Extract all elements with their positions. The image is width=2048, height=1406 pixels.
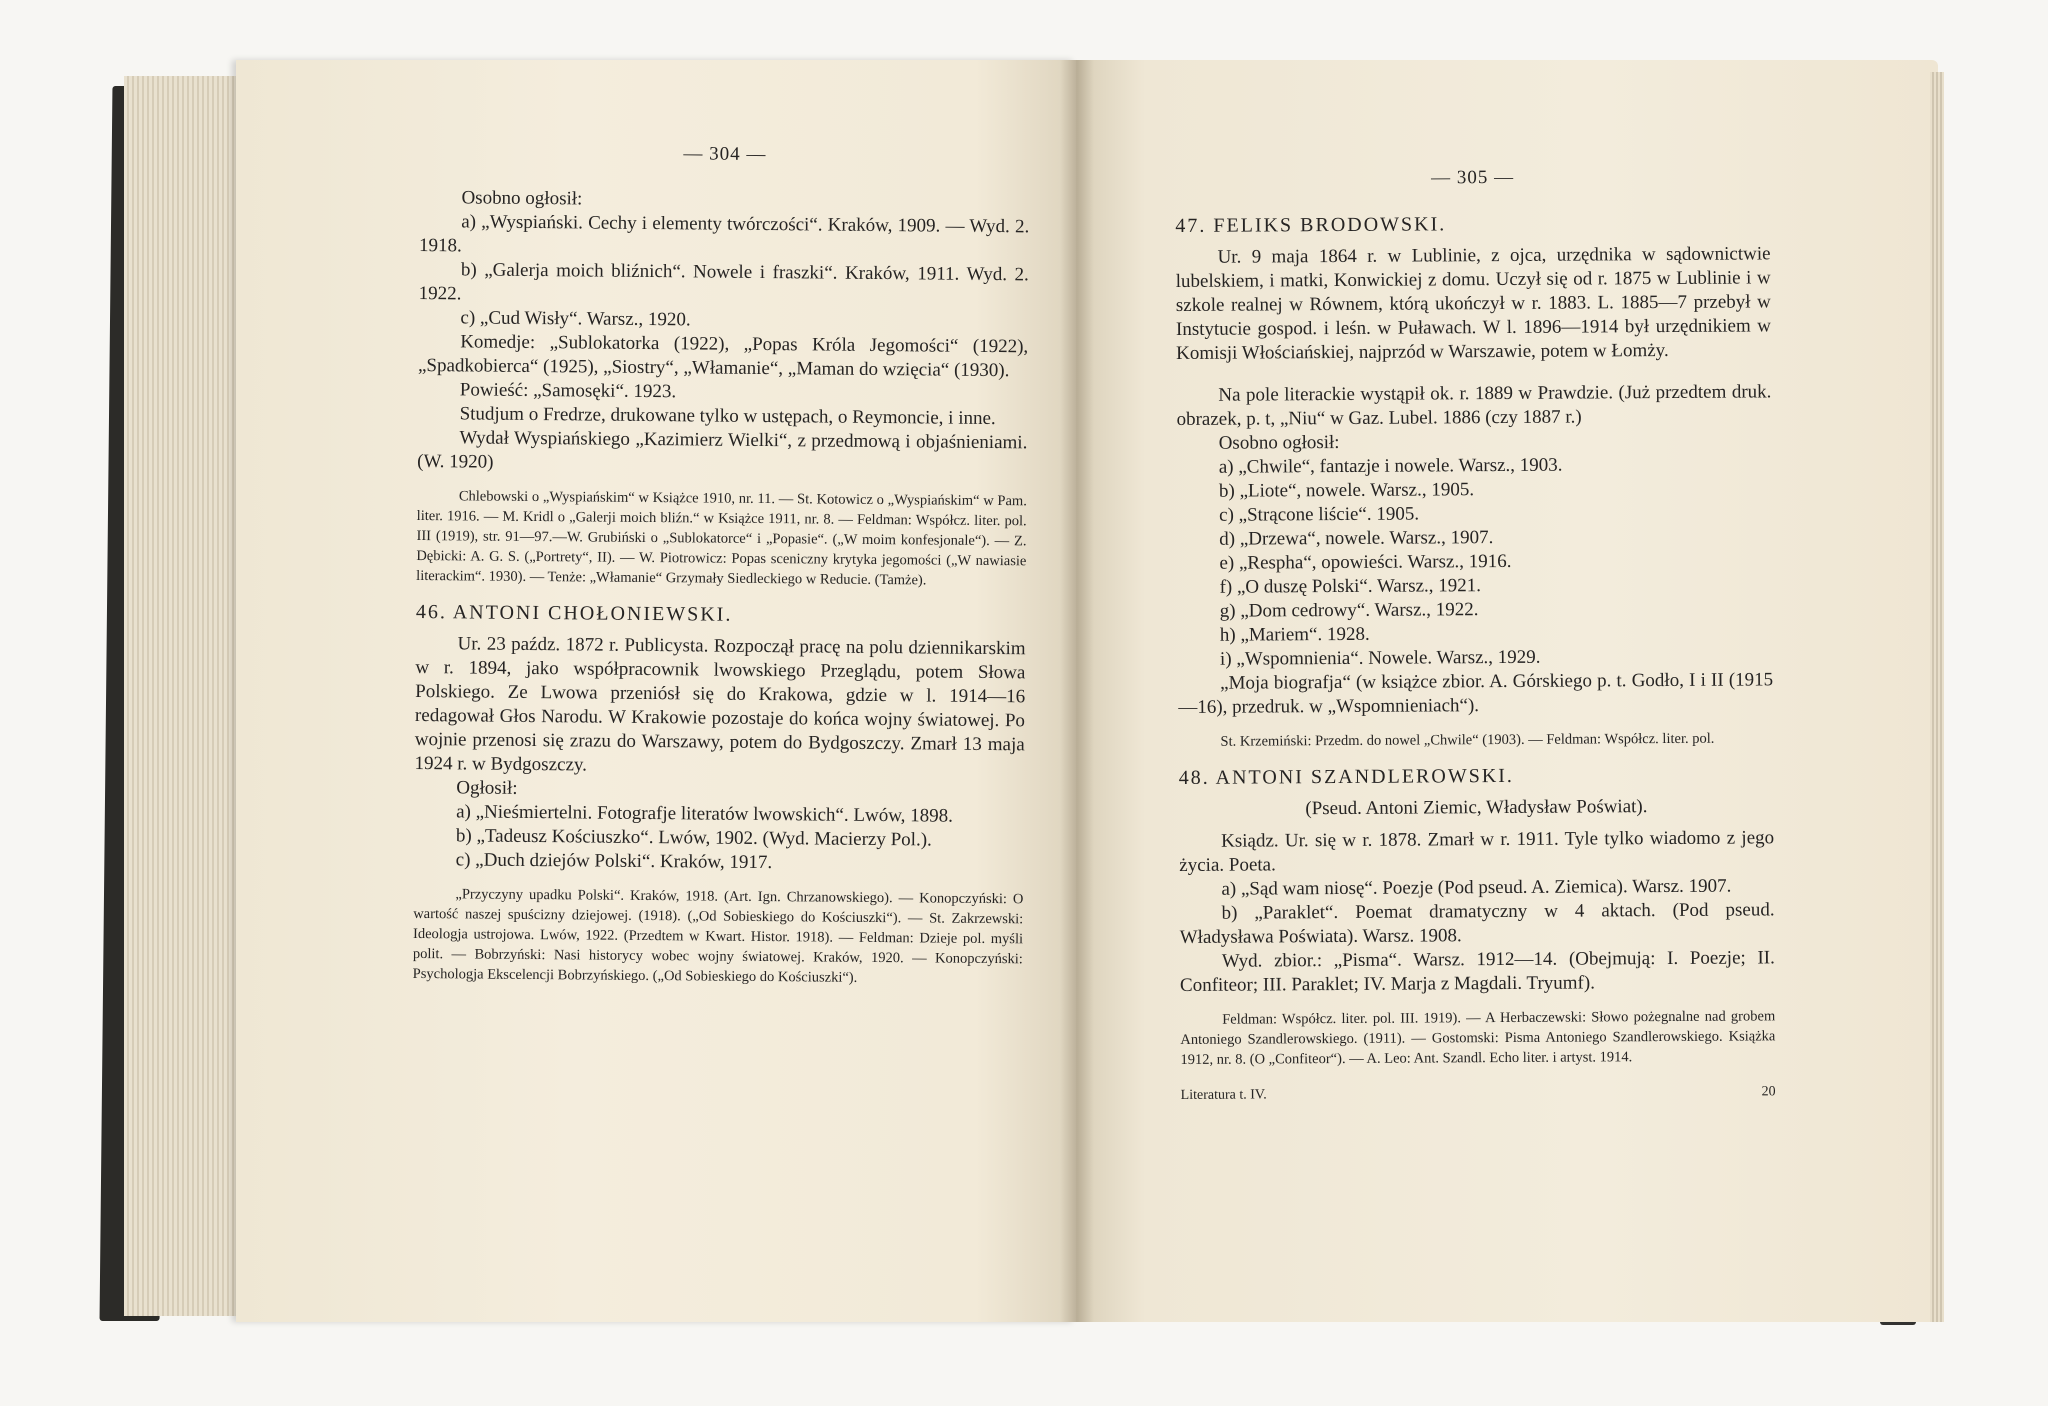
footnote-bibliography: St. Krzemiński: Przedm. do nowel „Chwile“ (1903). — Feldman: Współcz. liter. pol. [1220, 730, 1715, 750]
study-line: Studjum o Fredrze, drukowane tylko w ustępach, o Reymoncie, i inne. [459, 403, 996, 430]
work-item: a) „Wyspiański. Cechy i elementy twórczości“. Kraków, 1909. — Wyd. 2. 1918. [418, 211, 1030, 257]
work-item: d) „Drzewa“, nowele. Warsz., 1907. [1219, 527, 1494, 550]
work-item: a) „Chwile“, fantazje i nowele. Warsz., 1903. [1218, 454, 1563, 478]
work-item: b) „Tadeusz Kościuszko“. Lwów, 1902. (Wyd. Macierzy Pol.). [455, 825, 932, 851]
footnote-bibliography: Chlebowski o „Wyspiańskim“ w Książce 1910, nr. 11. — St. Kotowicz o „Wyspiańskim“ w Pam. liter. 1916. — M. Kridl o „Galerji moich bliźn.“ w Książce 1911, nr. 8. — Feldman: Współcz. liter. pol. III (1919), str. 91—97.—W. Grubiński o „Sublokatorce“ i „Popasie“. („W moim konfesjonale“). — Z. Dębicki: A. G. S. („Portrety“, II). — W. Piotrowicz: Popas sceniczny krytyka jegomości („W nawiasie literackim“. 1930). — Tenże: „Włamanie“ Grzymały Siedleckiego w Reducie. (Tamże). [416, 488, 1027, 589]
left-page-text [413, 140, 1030, 1001]
work-item: a) „Sąd wam niosę“. Poezje (Pod pseud. A. Ziemica). Warsz. 1907. [1221, 875, 1732, 900]
signature-label: Literatura t. IV. [1180, 1087, 1267, 1103]
published-label: Osobno ogłosił: [461, 187, 583, 210]
work-item: i) „Wspomnienia“. Nowele. Warsz., 1929. [1219, 646, 1541, 670]
literary-debut-paragraph: Na pole literackie wystąpił ok. r. 1889 w Prawdzie. (Już przedtem druk. obrazek, p. t, „Niu“ w Gaz. Lubel. 1886 (czy 1887 r.) [1176, 381, 1772, 430]
work-item: b) „Galerja moich bliźnich“. Nowele i fraszki“. Kraków, 1911. Wyd. 2. 1922. [418, 259, 1029, 305]
work-item: c) „Cud Wisły“. Warsz., 1920. [460, 307, 691, 331]
footnote-bibliography: Feldman: Współcz. liter. pol. III. 1919). — A Herbaczewski: Słowo pożegnalne nad grobem Antoniego Szandlerowskiego. (1911). — Gostomski: Pisma Antoniego Szandlerowskiego. Książka 1912, nr. 8. (O „Confiteor“). — A. Leo: Ant. Szandl. Echo liter. i artyst. 1914. [1180, 1008, 1776, 1068]
work-item: c) „Duch dziejów Polski“. Kraków, 1917. [455, 849, 773, 874]
biography-paragraph: Ur. 23 paźdz. 1872 r. Publicysta. Rozpoczął pracę na polu dziennikarskim w r. 1894, jako współpracownik lwowskiego Przeglądu, potem Słowa Polskiego. Ze Lwowa przeniósł się do Krakowa, gdzie w l. 1914—16 redagował Głos Narodu. W Krakowie pozostaje do końca wojny światowej. Po wojnie przenosi się zrazu do Warszawy, potem do Bydgoszczy. Zmarł 13 maja 1924 r. w Bydgoszczy. [414, 633, 1026, 776]
work-item: a) „Nieśmiertelni. Fotografje literatów lwowskich“. Lwów, 1898. [456, 801, 954, 827]
signature-number: 20 [1761, 1084, 1776, 1100]
published-label: Ogłosił: [456, 777, 518, 799]
work-item: e) „Respha“, opowieści. Warsz., 1916. [1219, 550, 1512, 574]
book-gutter [1060, 60, 1094, 1322]
footnote-bibliography: „Przyczyny upadku Polski“. Kraków, 1918. (Art. Ign. Chrzanowskiego). — Konopczyński: O wartość naszej spuścizny dziejowej. (1918). („Od Sobieskiego do Kościuszki“). — St. Zakrzewski: Ideologja ustrojowa. Lwów, 1922. (Przedtem w Kwart. Histor. 1918). — Feldman: Dzieje pol. myśli polit. — Bobrzyński: Nasi historycy wobec wojny światowej. Kraków, 1920. — Konopczyński: Psychologja Ekscelencji Bobrzyńskiego. („Od Sobieskiego do Kościuszki“). [412, 886, 1024, 986]
collected-works-line: Wyd. zbior.: „Pisma“. Warsz. 1912—14. (Obejmują: I. Poezje; II. Confiteor; III. Paraklet; IV. Marja z Magdali. Tryumf). [1179, 947, 1775, 996]
novel-line: Powieść: „Samosęki“. 1923. [459, 379, 677, 403]
section-heading-47: 47. FELIKS BRODOWSKI. [1175, 213, 1447, 237]
page-stack-edges [124, 76, 244, 1316]
page-signature-row [1181, 1080, 1776, 1108]
comedies-paragraph: Komedje: „Sublokatorka (1922), „Popas Króla Jegomości“ (1922), „Spadkobierca“ (1925), „Siostry“, „Włamanie“, „Maman do wzięcia“ (1930). [417, 331, 1029, 382]
work-item: b) „Liote“, nowele. Warsz., 1905. [1218, 479, 1475, 502]
work-item: f) „O duszę Polski“. Warsz., 1921. [1219, 575, 1482, 598]
work-item: h) „Mariem“. 1928. [1219, 623, 1370, 646]
work-item: g) „Dom cedrowy“. Warsz., 1922. [1219, 599, 1479, 622]
biography-paragraph: Ur. 9 maja 1864 r. w Lublinie, z ojca, urzędnika w sądownictwie lubelskiem, i matki, Konwickiej z domu. Uczył się od r. 1875 w Lublinie i w szkole realnej w Równem, którą ukończył w r. 1883. L. 1885—7 przebył w Instytucie gospod. i leśn. w Puławach. W l. 1896—1914 był urzędnikiem w Komisji Włościańskiej, najprzód w Warszawie, potem w Łomży. [1175, 243, 1772, 364]
section-heading-48: 48. ANTONI SZANDLEROWSKI. [1178, 764, 1514, 789]
right-page-edges [1930, 72, 1944, 1322]
work-item: b) „Paraklet“. Poemat dramatyczny w 4 aktach. (Pod pseud. Władysława Poświata). Warsz. 1908. [1179, 899, 1775, 948]
right-page-text [1175, 164, 1776, 1108]
section-heading-46: 46. ANTONI CHOŁONIEWSKI. [415, 600, 733, 626]
pseudonym-line: (Pseud. Antoni Ziemic, Władysław Poświat). [1305, 796, 1648, 820]
page-number-left: — 304 — [683, 143, 767, 166]
published-label: Osobno ogłosił: [1218, 432, 1340, 454]
biography-paragraph: Ksiądz. Ur. się w r. 1878. Zmarł w r. 1911. Tyle tylko wiadomo z jego życia. Poeta. [1179, 827, 1775, 876]
work-item: c) „Strącone liście“. 1905. [1219, 503, 1420, 526]
edition-line: Wydał Wyspiańskiego „Kazimierz Wielki“, z przedmową i objaśnieniami. (W. 1920) [417, 427, 1028, 473]
biography-note: „Moja biografja“ (w książce zbior. A. Górskiego p. t. Godło, I i II (1915—16), przedruk. w „Wspomnieniach“). [1178, 669, 1774, 718]
page-number-right: — 305 — [1431, 166, 1515, 189]
